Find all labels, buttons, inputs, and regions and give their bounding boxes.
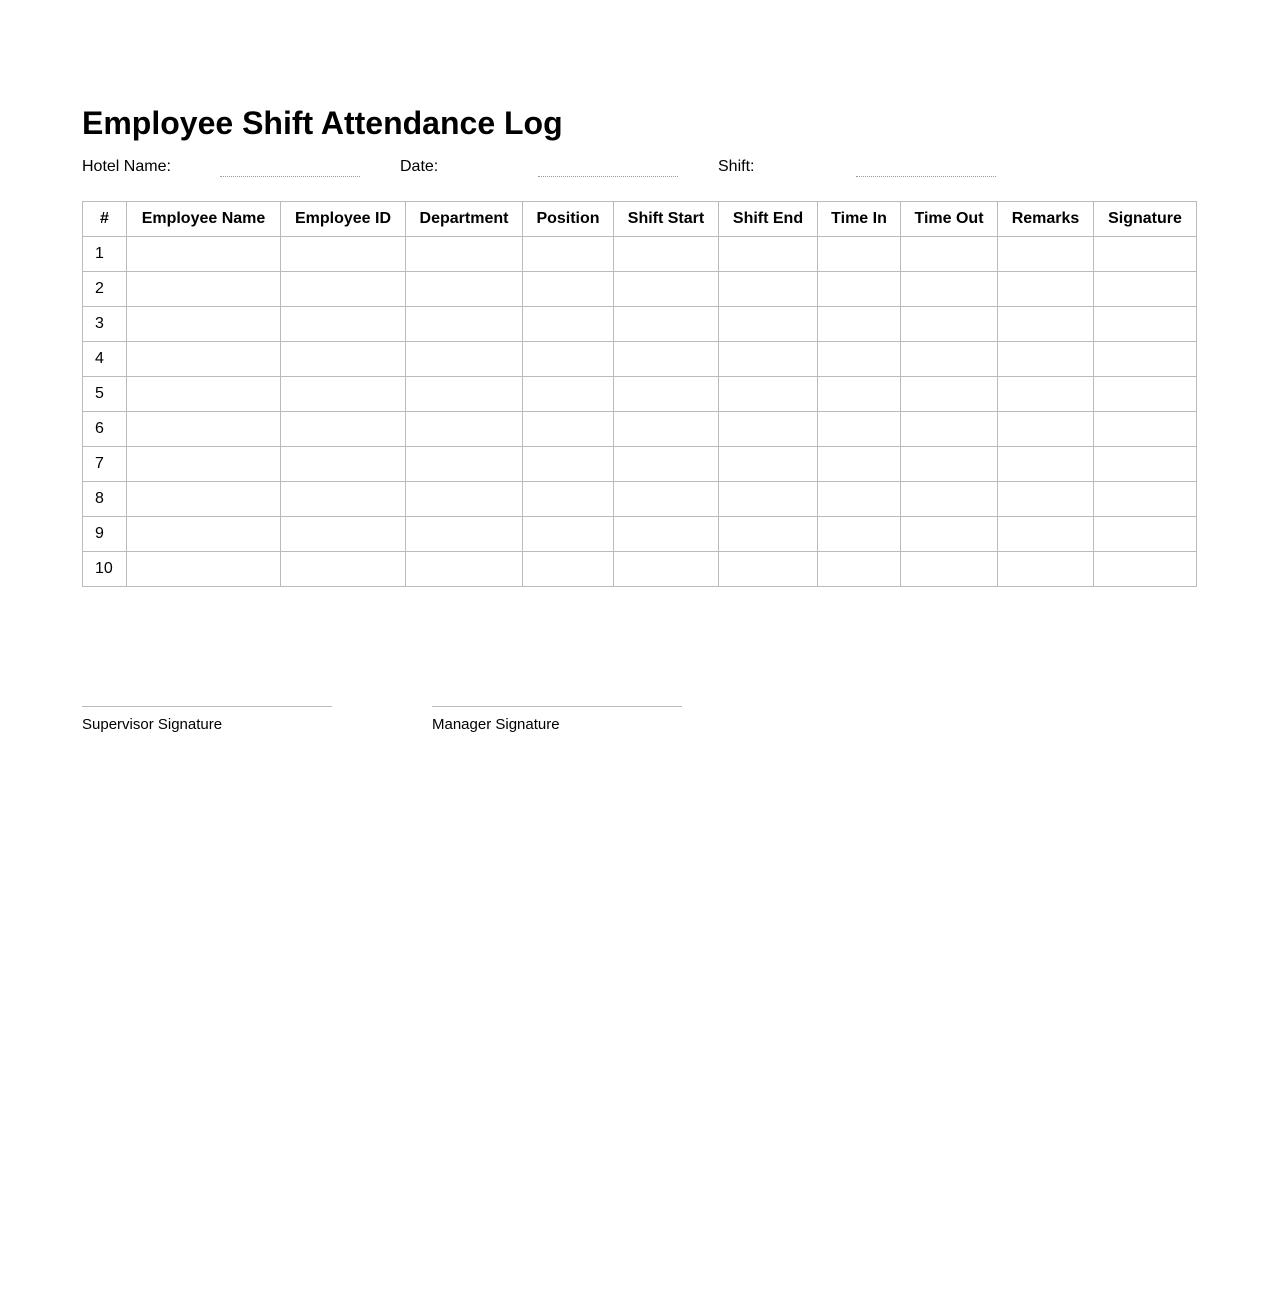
cell-position[interactable] bbox=[523, 517, 614, 552]
cell-shift-start[interactable] bbox=[614, 307, 719, 342]
cell-department[interactable] bbox=[406, 342, 523, 377]
cell-department[interactable] bbox=[406, 412, 523, 447]
cell-shift-end[interactable] bbox=[719, 447, 818, 482]
table-row bbox=[83, 447, 1197, 482]
column-header-signature: Signature bbox=[1094, 202, 1197, 237]
cell-position[interactable] bbox=[523, 447, 614, 482]
cell-remarks[interactable] bbox=[998, 272, 1094, 307]
cell-number: 8 bbox=[83, 482, 127, 517]
cell-remarks[interactable] bbox=[998, 482, 1094, 517]
column-header-position: Position bbox=[523, 202, 614, 237]
column-header-remarks: Remarks bbox=[998, 202, 1094, 237]
cell-department[interactable] bbox=[406, 517, 523, 552]
date-field[interactable] bbox=[400, 157, 700, 181]
cell-number: 7 bbox=[83, 447, 127, 482]
cell-remarks[interactable] bbox=[998, 447, 1094, 482]
cell-employee-name[interactable] bbox=[127, 482, 281, 517]
cell-position[interactable] bbox=[523, 307, 614, 342]
cell-time-in[interactable] bbox=[818, 272, 901, 307]
cell-employee-name[interactable] bbox=[127, 342, 281, 377]
cell-time-in[interactable] bbox=[818, 482, 901, 517]
cell-department[interactable] bbox=[406, 377, 523, 412]
cell-employee-id[interactable] bbox=[281, 517, 406, 552]
cell-employee-id[interactable] bbox=[281, 447, 406, 482]
cell-employee-name[interactable] bbox=[127, 552, 281, 587]
cell-number: 2 bbox=[83, 272, 127, 307]
column-header-employee-id: Employee ID bbox=[281, 202, 406, 237]
cell-signature[interactable] bbox=[1094, 552, 1197, 587]
supervisor-signature-label: Supervisor Signature bbox=[82, 716, 223, 733]
cell-signature[interactable] bbox=[1094, 517, 1197, 552]
shift-input-line[interactable] bbox=[856, 176, 996, 177]
cell-time-out[interactable] bbox=[901, 237, 998, 272]
column-header-number: # bbox=[83, 202, 127, 237]
table-header-row bbox=[83, 202, 1197, 237]
cell-remarks[interactable] bbox=[998, 552, 1094, 587]
cell-time-in[interactable] bbox=[818, 552, 901, 587]
cell-time-out[interactable] bbox=[901, 482, 998, 517]
cell-position[interactable] bbox=[523, 552, 614, 587]
cell-number: 9 bbox=[83, 517, 127, 552]
cell-shift-end[interactable] bbox=[719, 412, 818, 447]
cell-remarks[interactable] bbox=[998, 307, 1094, 342]
shift-field[interactable] bbox=[718, 157, 1018, 181]
cell-shift-start[interactable] bbox=[614, 447, 719, 482]
hotel-name-input-line[interactable] bbox=[220, 176, 360, 177]
cell-number: 10 bbox=[83, 552, 127, 587]
cell-employee-id[interactable] bbox=[281, 237, 406, 272]
table-row bbox=[83, 272, 1197, 307]
date-label: Date: bbox=[400, 158, 439, 175]
cell-time-in[interactable] bbox=[818, 377, 901, 412]
table-row bbox=[83, 307, 1197, 342]
cell-department[interactable] bbox=[406, 447, 523, 482]
cell-department[interactable] bbox=[406, 237, 523, 272]
cell-shift-end[interactable] bbox=[719, 482, 818, 517]
cell-shift-start[interactable] bbox=[614, 272, 719, 307]
cell-signature[interactable] bbox=[1094, 342, 1197, 377]
cell-position[interactable] bbox=[523, 237, 614, 272]
cell-time-out[interactable] bbox=[901, 272, 998, 307]
cell-time-out[interactable] bbox=[901, 412, 998, 447]
column-header-time-in: Time In bbox=[818, 202, 901, 237]
cell-time-in[interactable] bbox=[818, 342, 901, 377]
cell-department[interactable] bbox=[406, 482, 523, 517]
cell-position[interactable] bbox=[523, 377, 614, 412]
manager-signature-block[interactable] bbox=[432, 706, 682, 734]
cell-remarks[interactable] bbox=[998, 517, 1094, 552]
table-row bbox=[83, 482, 1197, 517]
cell-position[interactable] bbox=[523, 412, 614, 447]
cell-shift-start[interactable] bbox=[614, 342, 719, 377]
cell-number: 6 bbox=[83, 412, 127, 447]
cell-shift-start[interactable] bbox=[614, 517, 719, 552]
cell-shift-start[interactable] bbox=[614, 377, 719, 412]
column-header-shift-start: Shift Start bbox=[614, 202, 719, 237]
cell-employee-name[interactable] bbox=[127, 517, 281, 552]
cell-employee-name[interactable] bbox=[127, 307, 281, 342]
cell-shift-start[interactable] bbox=[614, 237, 719, 272]
supervisor-signature-block[interactable] bbox=[82, 706, 332, 734]
cell-shift-start[interactable] bbox=[614, 412, 719, 447]
cell-position[interactable] bbox=[523, 272, 614, 307]
column-header-employee-name: Employee Name bbox=[127, 202, 281, 237]
cell-employee-name[interactable] bbox=[127, 447, 281, 482]
cell-shift-end[interactable] bbox=[719, 272, 818, 307]
cell-employee-id[interactable] bbox=[281, 482, 406, 517]
cell-shift-end[interactable] bbox=[719, 307, 818, 342]
cell-employee-name[interactable] bbox=[127, 237, 281, 272]
cell-number: 3 bbox=[83, 307, 127, 342]
cell-shift-end[interactable] bbox=[719, 517, 818, 552]
supervisor-signature-line[interactable] bbox=[82, 706, 332, 707]
cell-employee-id[interactable] bbox=[281, 412, 406, 447]
cell-shift-end[interactable] bbox=[719, 552, 818, 587]
cell-signature[interactable] bbox=[1094, 482, 1197, 517]
cell-employee-id[interactable] bbox=[281, 272, 406, 307]
cell-employee-id[interactable] bbox=[281, 342, 406, 377]
cell-employee-name[interactable] bbox=[127, 272, 281, 307]
table-row bbox=[83, 552, 1197, 587]
cell-department[interactable] bbox=[406, 307, 523, 342]
cell-shift-end[interactable] bbox=[719, 237, 818, 272]
table-row bbox=[83, 412, 1197, 447]
date-input-line[interactable] bbox=[538, 176, 678, 177]
cell-number: 4 bbox=[83, 342, 127, 377]
cell-shift-end[interactable] bbox=[719, 377, 818, 412]
cell-signature[interactable] bbox=[1094, 412, 1197, 447]
cell-time-out[interactable] bbox=[901, 307, 998, 342]
cell-number: 5 bbox=[83, 377, 127, 412]
cell-time-in[interactable] bbox=[818, 517, 901, 552]
cell-signature[interactable] bbox=[1094, 377, 1197, 412]
cell-department[interactable] bbox=[406, 272, 523, 307]
cell-number: 1 bbox=[83, 237, 127, 272]
cell-time-in[interactable] bbox=[818, 237, 901, 272]
cell-position[interactable] bbox=[523, 342, 614, 377]
manager-signature-label: Manager Signature bbox=[432, 716, 560, 733]
cell-department[interactable] bbox=[406, 552, 523, 587]
cell-employee-name[interactable] bbox=[127, 412, 281, 447]
page-title: Employee Shift Attendance Log bbox=[82, 105, 563, 141]
cell-remarks[interactable] bbox=[998, 377, 1094, 412]
cell-employee-id[interactable] bbox=[281, 307, 406, 342]
column-header-department: Department bbox=[406, 202, 523, 237]
table-row bbox=[83, 237, 1197, 272]
cell-signature[interactable] bbox=[1094, 447, 1197, 482]
cell-remarks[interactable] bbox=[998, 237, 1094, 272]
cell-employee-id[interactable] bbox=[281, 377, 406, 412]
cell-time-in[interactable] bbox=[818, 447, 901, 482]
cell-signature[interactable] bbox=[1094, 307, 1197, 342]
cell-time-in[interactable] bbox=[818, 412, 901, 447]
manager-signature-line[interactable] bbox=[432, 706, 682, 707]
header-fields bbox=[82, 157, 1196, 181]
cell-time-out[interactable] bbox=[901, 517, 998, 552]
cell-shift-end[interactable] bbox=[719, 342, 818, 377]
hotel-name-label: Hotel Name: bbox=[82, 158, 171, 175]
cell-time-out[interactable] bbox=[901, 342, 998, 377]
column-header-time-out: Time Out bbox=[901, 202, 998, 237]
cell-remarks[interactable] bbox=[998, 342, 1094, 377]
cell-employee-id[interactable] bbox=[281, 552, 406, 587]
cell-employee-name[interactable] bbox=[127, 377, 281, 412]
attendance-table bbox=[82, 201, 1197, 587]
table-row bbox=[83, 342, 1197, 377]
cell-time-out[interactable] bbox=[901, 552, 998, 587]
cell-signature[interactable] bbox=[1094, 272, 1197, 307]
column-header-shift-end: Shift End bbox=[719, 202, 818, 237]
cell-time-out[interactable] bbox=[901, 377, 998, 412]
cell-time-in[interactable] bbox=[818, 307, 901, 342]
cell-signature[interactable] bbox=[1094, 237, 1197, 272]
table-row bbox=[83, 517, 1197, 552]
cell-remarks[interactable] bbox=[998, 412, 1094, 447]
cell-position[interactable] bbox=[523, 482, 614, 517]
cell-shift-start[interactable] bbox=[614, 552, 719, 587]
shift-label: Shift: bbox=[718, 158, 755, 175]
cell-shift-start[interactable] bbox=[614, 482, 719, 517]
table-row bbox=[83, 377, 1197, 412]
hotel-name-field[interactable] bbox=[82, 157, 382, 181]
cell-time-out[interactable] bbox=[901, 447, 998, 482]
